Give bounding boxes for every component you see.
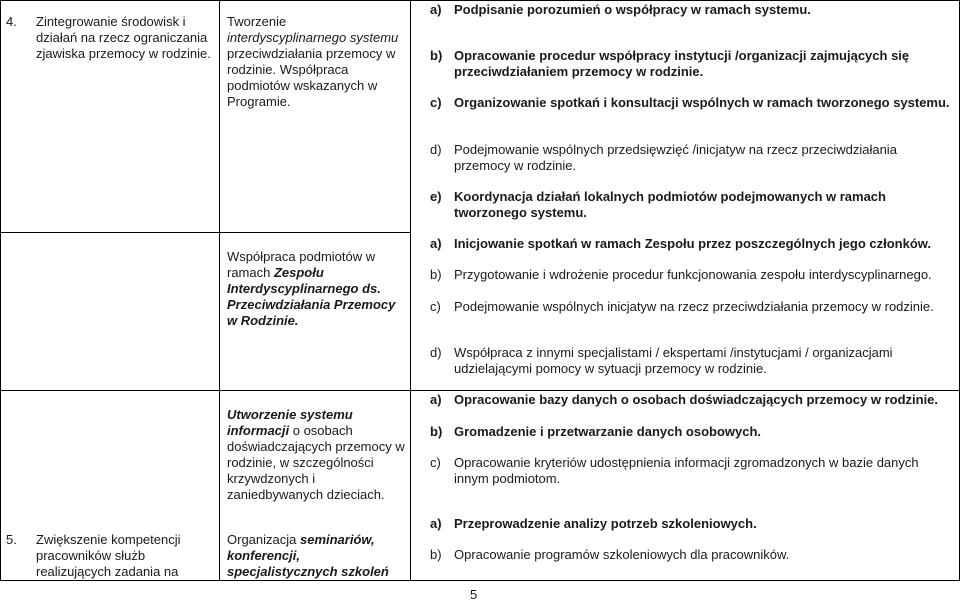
- table-bottom-border-top: [0, 0, 960, 1]
- item-text: Organizowanie spotkań i konsultacji wspólnych w ramach tworzonego systemu.: [454, 95, 950, 110]
- row-number: 4.: [6, 14, 17, 29]
- table-bottom-border: [0, 580, 960, 581]
- item-letter: b): [430, 547, 442, 562]
- item-letter: a): [430, 516, 442, 531]
- item-letter: c): [430, 95, 442, 110]
- item-letter: d): [430, 142, 442, 157]
- task-text-part: o osobach doświadczających przemocy w rodzinie, w szczególności krzywdzonych i zaniedbywanych dzieciach.: [227, 423, 405, 502]
- task-text-emphasis: Utworzenie systemu informacji: [227, 407, 353, 438]
- task-text-part: Tworzenie: [227, 14, 287, 29]
- task-text-emphasis: interdyscyplinarnego systemu: [227, 30, 399, 45]
- item-text: Podejmowanie wspólnych inicjatyw na rzecz przeciwdziałania przemocy w rodzinie.: [454, 299, 934, 314]
- row-number: 5.: [6, 532, 17, 547]
- task-text: [227, 14, 405, 110]
- item-letter: b): [430, 424, 443, 439]
- item-text: Gromadzenie i przetwarzanie danych osobowych.: [454, 424, 762, 439]
- goal-text: Zwiększenie kompetencji pracowników służb realizujących zadania na: [36, 532, 181, 579]
- item-text: Opracowanie procedur współpracy instytucji /organizacji zajmujących się przeciwdziałaniem przemocy w rodzinie.: [454, 48, 910, 79]
- item-letter: d): [430, 345, 442, 360]
- item-text: Przeprowadzenie analizy potrzeb szkoleniowych.: [454, 516, 757, 531]
- action-item: [430, 142, 950, 174]
- item-text: Podpisanie porozumień o współpracy w ramach systemu.: [454, 2, 811, 17]
- task-text-emphasis: Zespołu Interdyscyplinarnego ds. Przeciwdziałania Przemocy w Rodzinie.: [227, 265, 396, 328]
- col-divider-2: [219, 0, 220, 580]
- item-text: Podejmowanie wspólnych przedsięwzięć /inicjatyw na rzecz przeciwdziałania przemocy w rodzinie.: [454, 142, 897, 173]
- task-text-part: Organizacja: [227, 532, 300, 547]
- item-letter: a): [430, 236, 442, 251]
- action-item: [430, 95, 950, 111]
- item-letter: c): [430, 455, 441, 470]
- item-text: Opracowanie bazy danych o osobach doświadczających przemocy w rodzinie.: [454, 392, 939, 407]
- item-text: Koordynacja działań lokalnych podmiotów podejmowanych w ramach tworzonego systemu.: [454, 189, 886, 220]
- action-item: [430, 516, 950, 532]
- task-text: [227, 407, 405, 503]
- action-item: [430, 547, 950, 563]
- action-item: [430, 267, 950, 283]
- row-divider-1: [0, 232, 410, 233]
- item-text: Inicjowanie spotkań w ramach Zespołu przez poszczególnych jego członków.: [454, 236, 932, 251]
- item-text: Opracowanie kryteriów udostępnienia informacji zgromadzonych w bazie danych innym podmiotom.: [454, 455, 919, 486]
- action-item: [430, 2, 950, 18]
- action-item: [430, 299, 950, 315]
- item-text: Współpraca z innymi specjalistami / ekspertami /instytucjami / organizacjami udzielającymi pomocy w sytuacji przemocy w rodzinie.: [454, 345, 893, 376]
- action-item: [430, 392, 950, 408]
- item-letter: c): [430, 299, 441, 314]
- item-letter: a): [430, 392, 442, 407]
- page-number: 5: [470, 587, 478, 602]
- task-text-part: przeciwdziałania przemocy w rodzinie. Współpraca podmiotów wskazanych w Programie.: [227, 46, 396, 109]
- task-text-part: Współpraca podmiotów w ramach: [227, 249, 376, 280]
- row-divider-2: [0, 390, 960, 391]
- item-text: Przygotowanie i wdrożenie procedur funkcjonowania zespołu interdyscyplinarnego.: [454, 267, 932, 282]
- goal-text: Zintegrowanie środowisk i działań na rzecz ograniczania zjawiska przemocy w rodzinie.: [36, 14, 211, 61]
- action-item: [430, 345, 950, 377]
- action-item: [430, 189, 950, 221]
- col-divider-3: [410, 0, 411, 580]
- action-item: [430, 48, 950, 80]
- item-letter: b): [430, 267, 442, 282]
- task-text: [227, 532, 405, 580]
- action-item: [430, 236, 950, 252]
- item-letter: b): [430, 48, 443, 63]
- task-text: [227, 249, 405, 329]
- item-text: Opracowanie programów szkoleniowych dla pracowników.: [454, 547, 790, 562]
- action-item: [430, 455, 950, 487]
- item-letter: a): [430, 2, 442, 17]
- item-letter: e): [430, 189, 442, 204]
- col-divider-1: [0, 0, 1, 580]
- task-text-emphasis: seminariów, konferencji, specjalistycznych szkoleń: [227, 532, 389, 579]
- action-item: [430, 424, 950, 440]
